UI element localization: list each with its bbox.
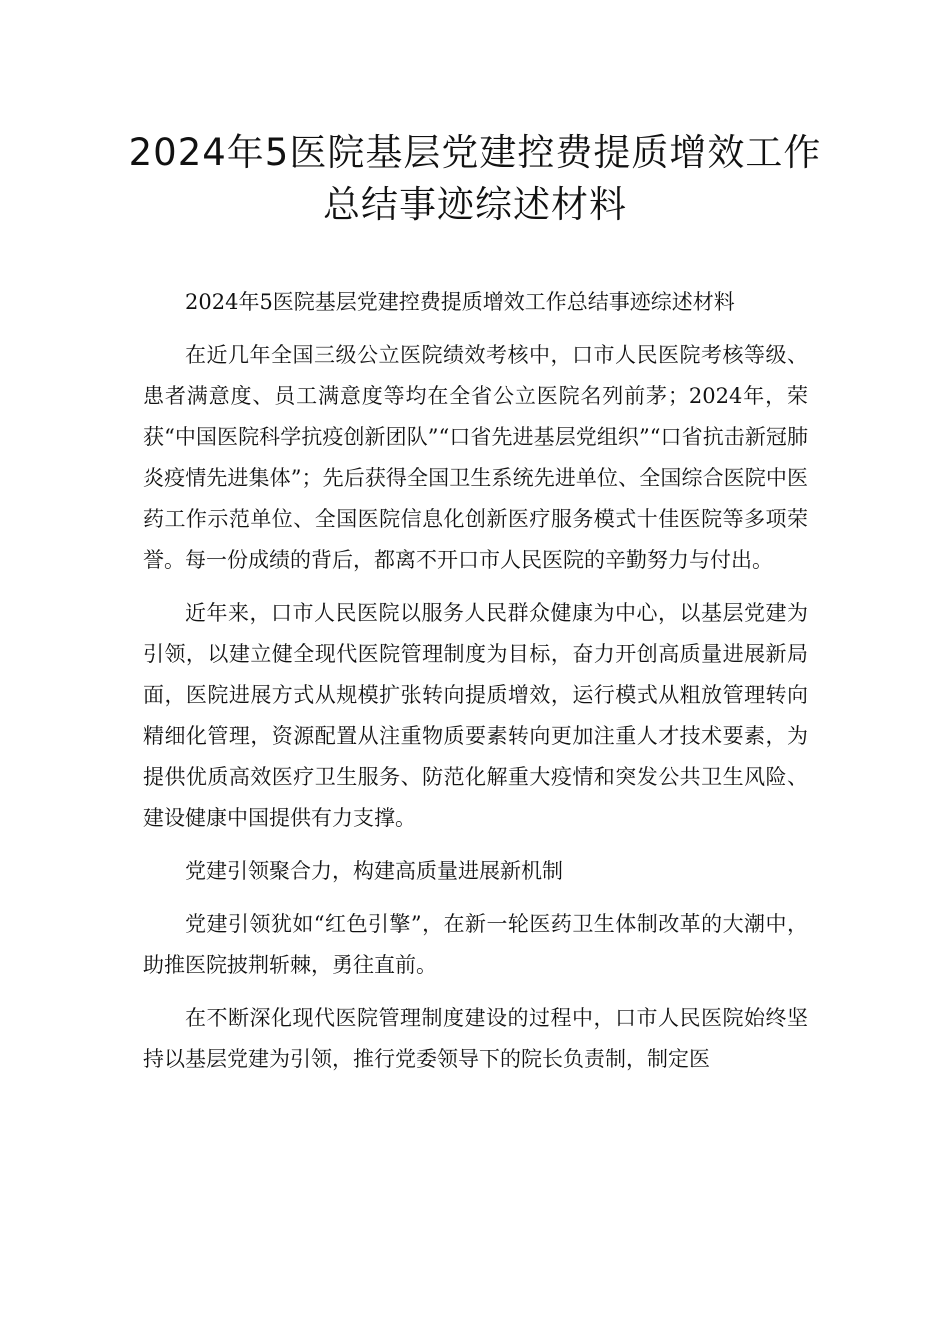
paragraph-subtitle: 2024年5医院基层党建控费提质增效工作总结事迹综述材料 [185, 290, 735, 314]
paragraph-development: 近年来，口市人民医院以服务人民群众健康为中心，以基层党建为引领，以建立健全现代医院管理制度为目标，奋力开创高质量进展新局面，医院进展方式从规模扩张转向提质增效，运行模式从粗放管理转向精细化管理，资源配置从注重物质要素转向更加注重人才技术要素，为提供优质高效医疗卫生服务、防范化解重大疫情和突发公共卫生风险、建设健康中国提供有力支撑。 [143, 601, 808, 830]
paragraph-achievements: 在近几年全国三级公立医院绩效考核中，口市人民医院考核等级、患者满意度、员工满意度等均在全省公立医院名列前茅；2024年，荣获“中国医院科学抗疫创新团队”“口省先进基层党组织”“口省抗击新冠肺炎疫情先进集体”；先后获得全国卫生系统先进单位、全国综合医院中医药工作示范单位、全国医院信息化创新医疗服务模式十佳医院等多项荣誉。每一份成绩的背后，都离不开口市人民医院的辛勤努力与付出。 [143, 343, 808, 572]
document-title: 2024年5医院基层党建控费提质增效工作总结事迹综述材料 [128, 131, 822, 226]
paragraph-management-system: 在不断深化现代医院管理制度建设的过程中，口市人民医院始终坚持以基层党建为引领，推行党委领导下的院长负责制，制定医 [143, 1006, 808, 1071]
section-heading: 党建引领聚合力，构建高质量进展新机制 [185, 859, 563, 883]
document-body [143, 282, 808, 1092]
paragraph-red-engine: 党建引领犹如“红色引擎”，在新一轮医药卫生体制改革的大潮中，助推医院披荆斩棘，勇往直前。 [143, 912, 808, 977]
